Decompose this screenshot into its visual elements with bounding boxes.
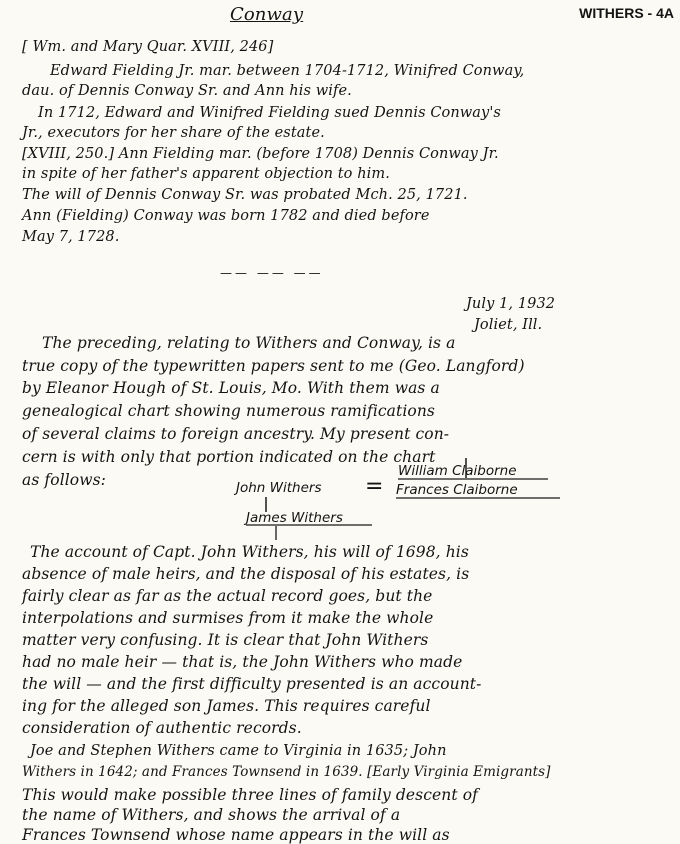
- text-line: dau. of Dennis Conway Sr. and Ann his wife.: [22, 83, 352, 99]
- text-line: of several claims to foreign ancestry. My present con-: [22, 425, 450, 443]
- section-divider: —— —— ——: [220, 266, 324, 280]
- chart-john-withers: John Withers: [236, 480, 322, 496]
- text-line: fairly clear as far as the actual record goes, but the: [22, 587, 433, 605]
- text-line: The preceding, relating to Withers and Conway, is a: [42, 334, 456, 352]
- text-line: in spite of her father's apparent objection to him.: [22, 166, 390, 182]
- text-line: The will of Dennis Conway Sr. was probated Mch. 25, 1721.: [22, 187, 468, 203]
- text-line: Withers in 1642; and Frances Townsend in 1639. [Early Virginia Emigrants]: [22, 764, 551, 780]
- text-line: May 7, 1728.: [22, 229, 120, 245]
- text-line: Jr., executors for her share of the estate.: [22, 125, 325, 141]
- text-line: cern is with only that portion indicated on the chart: [22, 448, 436, 466]
- text-line: genealogical chart showing numerous ramifications: [22, 402, 435, 420]
- chart-frances-claiborne: Frances Claiborne: [396, 482, 518, 498]
- text-line: Frances Townsend whose name appears in the will as: [22, 826, 450, 844]
- text-line: Ann (Fielding) Conway was born 1782 and died before: [22, 208, 430, 224]
- text-line: Joe and Stephen Withers came to Virginia in 1635; John: [30, 743, 447, 759]
- text-line: In 1712, Edward and Winifred Fielding sued Dennis Conway's: [38, 105, 501, 121]
- citation-line: [ Wm. and Mary Quar. XVIII, 246]: [22, 39, 274, 55]
- text-line: consideration of authentic records.: [22, 719, 302, 737]
- text-line: by Eleanor Hough of St. Louis, Mo. With them was a: [22, 379, 440, 397]
- text-line: as follows:: [22, 471, 106, 489]
- text-line: absence of male heirs, and the disposal of his estates, is: [22, 565, 470, 583]
- text-line: interpolations and surmises from it make the whole: [22, 609, 434, 627]
- text-line: The account of Capt. John Withers, his will of 1698, his: [30, 543, 469, 561]
- text-line: had no male heir — that is, the John Withers who made: [22, 653, 463, 671]
- text-line: the will — and the first difficulty presented is an account-: [22, 675, 482, 693]
- text-line: true copy of the typewritten papers sent to me (Geo. Langford): [22, 357, 525, 375]
- text-line: the name of Withers, and shows the arrival of a: [22, 806, 401, 824]
- chart-james-withers: James Withers: [246, 510, 343, 526]
- text-line: matter very confusing. It is clear that John Withers: [22, 631, 429, 649]
- text-line: [XVIII, 250.] Ann Fielding mar. (before 1708) Dennis Conway Jr.: [22, 146, 499, 162]
- text-line: ing for the alleged son James. This requires careful: [22, 697, 431, 715]
- chart-marriage-symbol: =: [365, 474, 384, 499]
- text-line: This would make possible three lines of family descent of: [22, 786, 479, 804]
- page-title: Conway: [230, 4, 304, 25]
- letter-place: Joliet, Ill.: [474, 317, 543, 333]
- text-line: Edward Fielding Jr. mar. between 1704-1712, Winifred Conway,: [50, 63, 525, 79]
- chart-william-claiborne: William Claiborne: [398, 463, 517, 479]
- page-label: WITHERS - 4A: [579, 5, 674, 21]
- letter-date: July 1, 1932: [466, 296, 556, 312]
